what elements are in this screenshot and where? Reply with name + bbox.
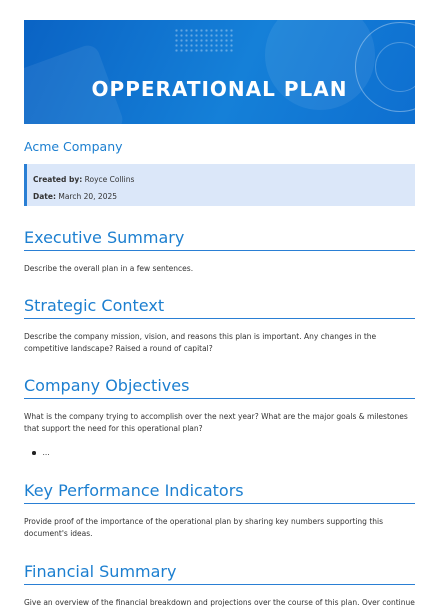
banner-dot-pattern (174, 28, 234, 52)
date-label: Date: (33, 192, 56, 201)
section-body: What is the company trying to accomplish over the next year? What are the major goals & milestones that support the need for this operational plan? (24, 412, 408, 433)
section-heading: Financial Summary (24, 562, 415, 585)
section-body: Provide proof of the importance of the operational plan by sharing key numbers supporting this document's ideas. (24, 517, 384, 538)
section-company-objectives (24, 376, 415, 459)
section-body: Describe the overall plan in a few sentences. (24, 264, 194, 273)
section-financial-summary (24, 562, 415, 609)
created-by-value: Royce Collins (84, 175, 135, 184)
section-key-performance-indicators (24, 481, 415, 540)
section-strategic-context (24, 296, 415, 355)
header-banner (24, 20, 415, 124)
date-value: March 20, 2025 (58, 192, 118, 201)
bullet-icon (32, 451, 36, 455)
document-title: OPPERATIONAL PLAN (91, 77, 348, 101)
section-heading: Strategic Context (24, 296, 415, 319)
section-executive-summary (24, 228, 415, 275)
list-item (24, 447, 415, 459)
section-heading: Company Objectives (24, 376, 415, 399)
document-meta-box (24, 164, 415, 206)
section-body: Give an overview of the financial breakdown and projections over the course of this plan. Over continue (24, 598, 415, 607)
created-by-row (33, 171, 415, 188)
list-item-text: ... (42, 448, 50, 457)
section-heading: Key Performance Indicators (24, 481, 415, 504)
section-heading: Executive Summary (24, 228, 415, 251)
section-body: Describe the company mission, vision, and reasons this plan is important. Any changes in the competitive landscape? Raised a round of capital? (24, 332, 377, 353)
created-by-label: Created by: (33, 175, 83, 184)
date-row (33, 188, 415, 205)
company-name: Acme Company (24, 139, 123, 154)
